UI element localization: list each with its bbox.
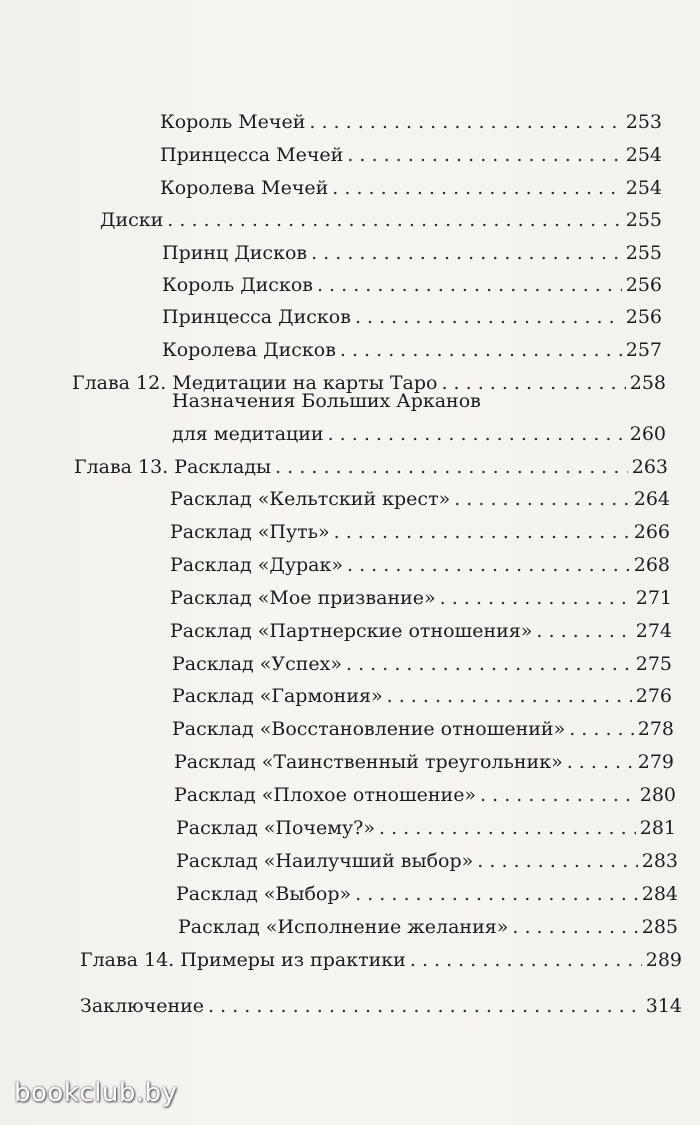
- leader-dots: [309, 106, 621, 138]
- toc-entry: [162, 334, 662, 366]
- leader-dots: [317, 269, 622, 301]
- toc-entry-title: Расклад «Восстановление отношений»: [172, 718, 566, 740]
- watermark: bookclub.by: [14, 1078, 178, 1108]
- toc-entry: [160, 172, 662, 204]
- toc-entry-page: 281: [639, 817, 676, 839]
- toc-entry-title: Расклад «Исполнение желания»: [178, 916, 509, 938]
- toc-entry-page: 278: [637, 718, 674, 740]
- toc-entry-page: 255: [625, 242, 662, 264]
- leader-dots: [355, 301, 622, 333]
- toc-entry-title: Заключение: [80, 995, 205, 1017]
- toc-entry: [172, 713, 674, 745]
- toc-entry-title: Расклад «Гармония»: [172, 685, 383, 707]
- leader-dots: [410, 944, 642, 976]
- leader-dots: [208, 990, 642, 1022]
- toc-entry-title-line1: Назначения Больших Арканов: [172, 390, 481, 412]
- toc-entry-title: Король Дисков: [162, 274, 313, 296]
- toc-entry-title: Принц Дисков: [162, 242, 308, 264]
- toc-entry-title: Расклад «Выбор»: [176, 883, 352, 905]
- toc-entry-page: 258: [629, 372, 666, 394]
- toc-entry: [170, 549, 670, 581]
- leader-dots: [387, 680, 632, 712]
- toc-entry-page: 254: [625, 177, 662, 199]
- toc-entry: [172, 648, 672, 680]
- toc-entry-page: 275: [635, 653, 672, 675]
- toc-entry-page: 285: [641, 916, 678, 938]
- toc-entry-title: Расклад «Плохое отношение»: [174, 784, 477, 806]
- toc-entry-title: Глава 13. Расклады: [74, 456, 272, 478]
- leader-dots: [454, 483, 630, 515]
- toc-entry-title: Расклад «Кельтский крест»: [170, 488, 451, 510]
- toc-entry-title: Расклад «Дурак»: [170, 554, 344, 576]
- leader-dots: [347, 139, 621, 171]
- toc-chapter: [80, 944, 682, 976]
- toc-entry-page: 268: [633, 554, 670, 576]
- leader-dots: [311, 237, 622, 269]
- toc-entry: [170, 615, 672, 647]
- toc-entry-page: 274: [635, 620, 672, 642]
- toc-entry-page: 263: [631, 456, 668, 478]
- leader-dots: [340, 334, 622, 366]
- toc-entry-page: 253: [625, 111, 662, 133]
- toc-section: [100, 204, 662, 236]
- toc-entry-page: 280: [639, 784, 676, 806]
- toc-entry-title: Расклад «Партнерские отношения»: [170, 620, 533, 642]
- toc-entry: [170, 516, 670, 548]
- toc-entry: [172, 418, 666, 450]
- toc-entry-title: Принцесса Мечей: [160, 144, 344, 166]
- toc-entry-title: Расклад «Почему?»: [176, 817, 375, 839]
- toc-entry-page: 257: [625, 339, 662, 361]
- toc-entry-title: Глава 14. Примеры из практики: [80, 949, 406, 971]
- toc-conclusion: [80, 990, 682, 1022]
- toc-entry-page: 256: [625, 274, 662, 296]
- toc-entry: [160, 106, 662, 138]
- toc-entry-title: Расклад «Мое призвание»: [170, 587, 436, 609]
- toc-entry-page: 271: [635, 587, 672, 609]
- leader-dots: [480, 779, 636, 811]
- toc-entry: [162, 269, 662, 301]
- leader-dots: [355, 878, 638, 910]
- leader-dots: [346, 648, 632, 680]
- toc-entry-page: 284: [641, 883, 678, 905]
- toc-entry-page: 264: [633, 488, 670, 510]
- toc-entry: [170, 582, 672, 614]
- toc-entry-title: Расклад «Успех»: [172, 653, 343, 675]
- leader-dots: [347, 549, 630, 581]
- leader-dots: [440, 582, 632, 614]
- toc-entry-title: для медитации: [172, 423, 324, 445]
- toc-entry-page: 314: [645, 995, 682, 1017]
- toc-entry-title: Расклад «Наилучший выбор»: [176, 850, 474, 872]
- toc-entry-page: 276: [635, 685, 672, 707]
- toc-entry: [176, 878, 678, 910]
- toc-entry-page: 254: [625, 144, 662, 166]
- toc-entry-title: Принцесса Дисков: [162, 306, 351, 328]
- leader-dots: [328, 418, 626, 450]
- toc-entry: [162, 237, 662, 269]
- toc-entry-title: Диски: [100, 209, 164, 231]
- toc-entry-page: 279: [637, 751, 674, 773]
- toc-entry: [174, 779, 676, 811]
- leader-dots: [569, 713, 634, 745]
- leader-dots: [567, 746, 634, 778]
- toc-entry-page: 260: [629, 423, 666, 445]
- leader-dots: [379, 812, 636, 844]
- toc-entry-title: Королева Мечей: [160, 177, 329, 199]
- toc-entry: [160, 139, 662, 171]
- leader-dots: [275, 451, 628, 483]
- toc-entry: [162, 301, 662, 333]
- toc-entry: [172, 680, 672, 712]
- leader-dots: [334, 516, 630, 548]
- toc-entry-title: Расклад «Путь»: [170, 521, 330, 543]
- toc-entry-page: 289: [645, 949, 682, 971]
- toc-entry-page: 256: [625, 306, 662, 328]
- toc-entry-page: 266: [633, 521, 670, 543]
- toc-entry: [174, 746, 674, 778]
- toc-entry-page: 283: [641, 850, 678, 872]
- toc-entry: [176, 845, 678, 877]
- toc-entry-page: 255: [625, 209, 662, 231]
- leader-dots: [332, 172, 621, 204]
- toc-entry-title: Королева Дисков: [162, 339, 336, 361]
- toc-entry-title: Расклад «Таинственный треугольник»: [174, 751, 563, 773]
- toc-chapter: [74, 451, 668, 483]
- toc-entry-title: Глава 12. Медитации на карты Таро: [72, 372, 438, 394]
- leader-dots: [477, 845, 637, 877]
- toc-entry: [176, 812, 676, 844]
- leader-dots: [536, 615, 631, 647]
- toc-entry-title: Король Мечей: [160, 111, 306, 133]
- toc-entry: [178, 911, 678, 943]
- leader-dots: [512, 911, 637, 943]
- leader-dots: [167, 204, 621, 236]
- toc-entry: [170, 483, 670, 515]
